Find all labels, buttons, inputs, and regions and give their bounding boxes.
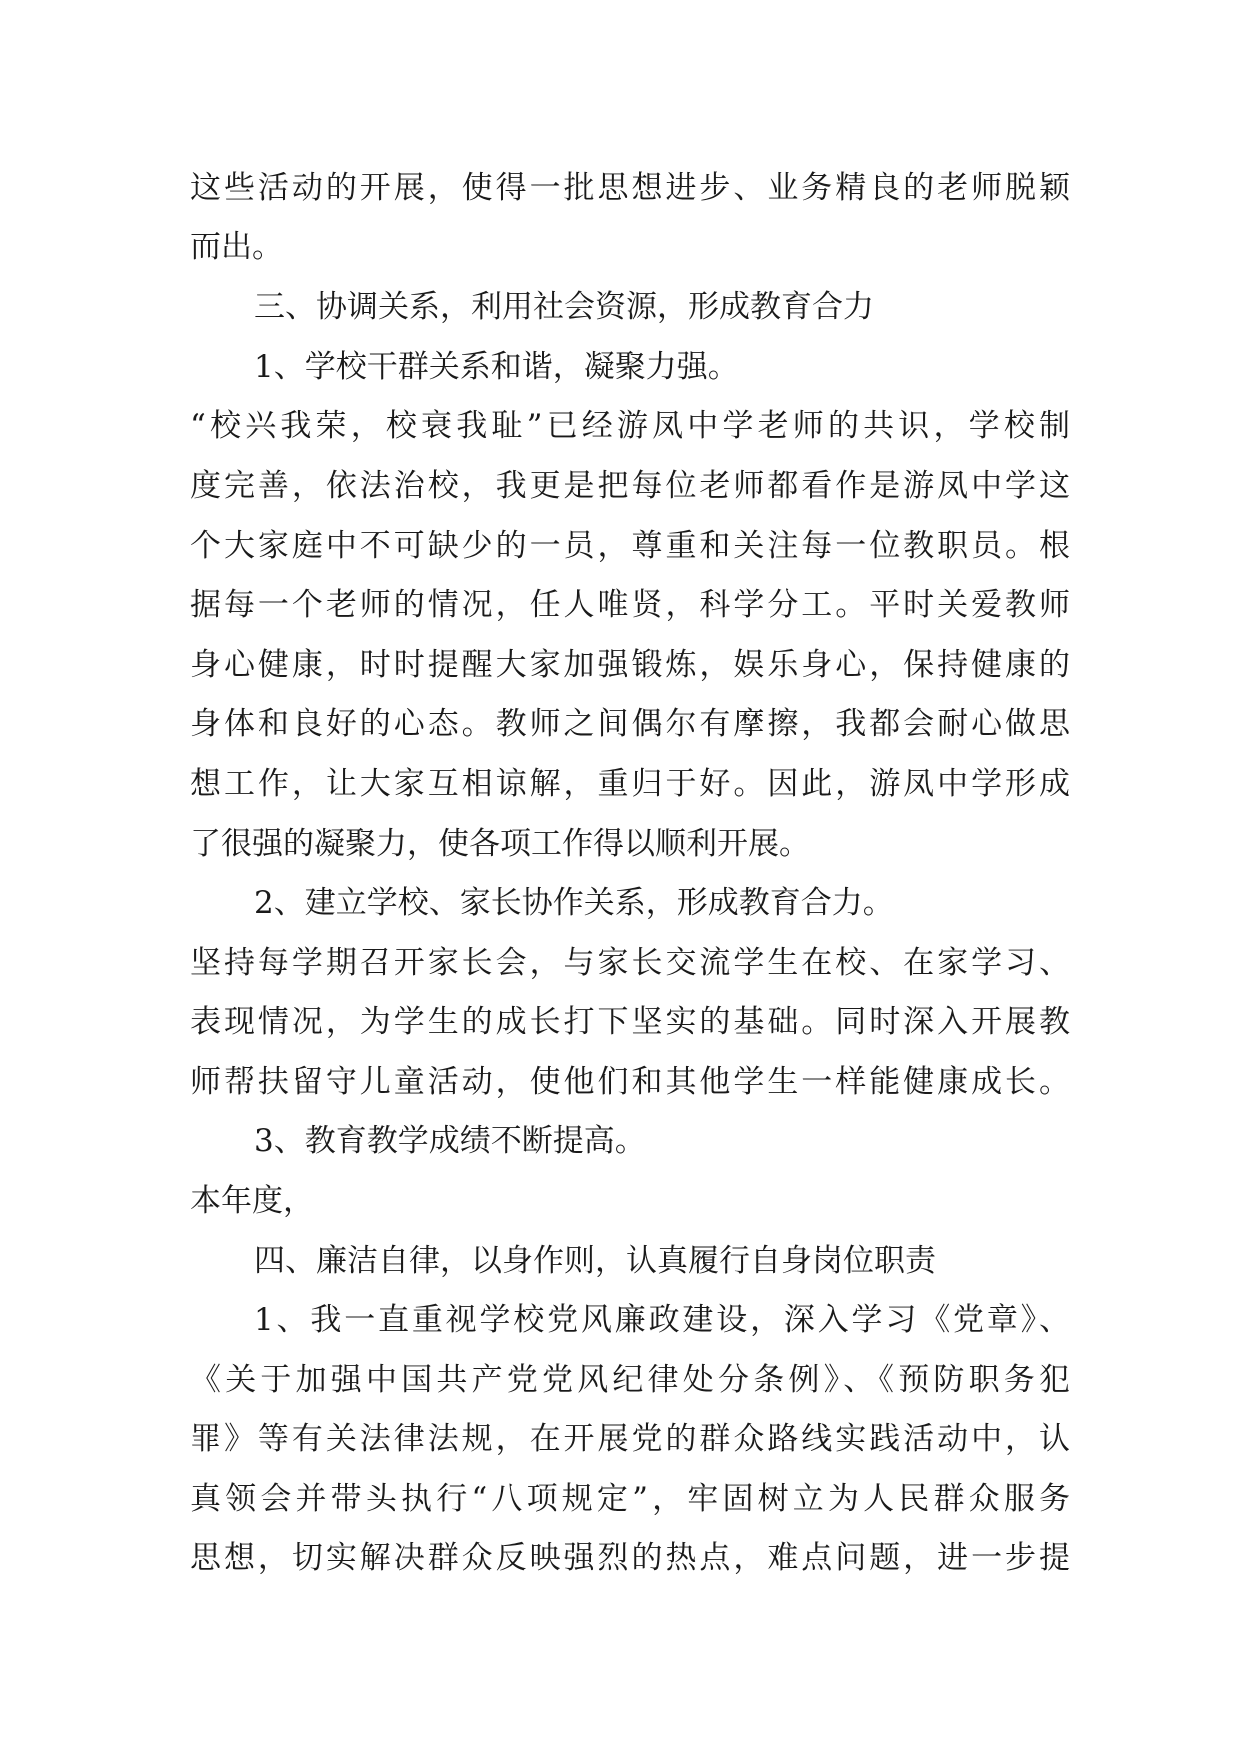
- body-text-line: 这些活动的开展，使得一批思想进步、业务精良的老师脱颖: [190, 170, 1070, 206]
- body-text-line: 度完善，依法治校，我更是把每位老师都看作是游凤中学这: [190, 468, 1070, 504]
- body-text-line: 而出。: [190, 229, 283, 265]
- body-text-line: 想工作，让大家互相谅解，重归于好。因此，游凤中学形成: [190, 766, 1070, 802]
- body-text-line: 身体和良好的心态。教师之间偶尔有摩擦，我都会耐心做思: [190, 706, 1070, 742]
- body-text-line: 《关于加强中国共产党党风纪律处分条例》、《预防职务犯: [190, 1362, 1070, 1398]
- body-text-line: 据每一个老师的情况，任人唯贤，科学分工。平时关爱教师: [190, 587, 1070, 623]
- subsection-heading: 3、教育教学成绩不断提高。: [254, 1123, 646, 1159]
- body-text-line: 表现情况，为学生的成长打下坚实的基础。同时深入开展教: [190, 1004, 1070, 1040]
- body-text-line: 身心健康，时时提醒大家加强锻炼，娱乐身心，保持健康的: [190, 647, 1070, 683]
- body-text-line: 1、我一直重视学校党风廉政建设，深入学习《党章》、: [254, 1302, 1070, 1338]
- section-heading-3: 三、协调关系，利用社会资源，形成教育合力: [254, 289, 874, 325]
- body-text-line: 坚持每学期召开家长会，与家长交流学生在校、在家学习、: [190, 945, 1070, 981]
- body-text-line: “校兴我荣，校衰我耻”已经游凤中学老师的共识，学校制: [190, 408, 1070, 444]
- subsection-heading: 2、建立学校、家长协作关系，形成教育合力。: [254, 885, 894, 921]
- body-text-line: 本年度，: [190, 1183, 314, 1219]
- body-text-line: 真领会并带头执行“八项规定”，牢固树立为人民群众服务: [190, 1481, 1070, 1517]
- body-text-line: 个大家庭中不可缺少的一员，尊重和关注每一位教职员。根: [190, 528, 1070, 564]
- section-heading-4: 四、廉洁自律，以身作则，认真履行自身岗位职责: [254, 1243, 936, 1279]
- body-text-line: 思想，切实解决群众反映强烈的热点，难点问题，进一步提: [190, 1540, 1070, 1576]
- subsection-heading: 1、学校干群关系和谐，凝聚力强。: [254, 349, 739, 385]
- body-text-line: 了很强的凝聚力，使各项工作得以顺利开展。: [190, 826, 810, 862]
- body-text-line: 师帮扶留守儿童活动，使他们和其他学生一样能健康成长。: [190, 1064, 1070, 1100]
- body-text-line: 罪》等有关法律法规，在开展党的群众路线实践活动中，认: [190, 1421, 1070, 1457]
